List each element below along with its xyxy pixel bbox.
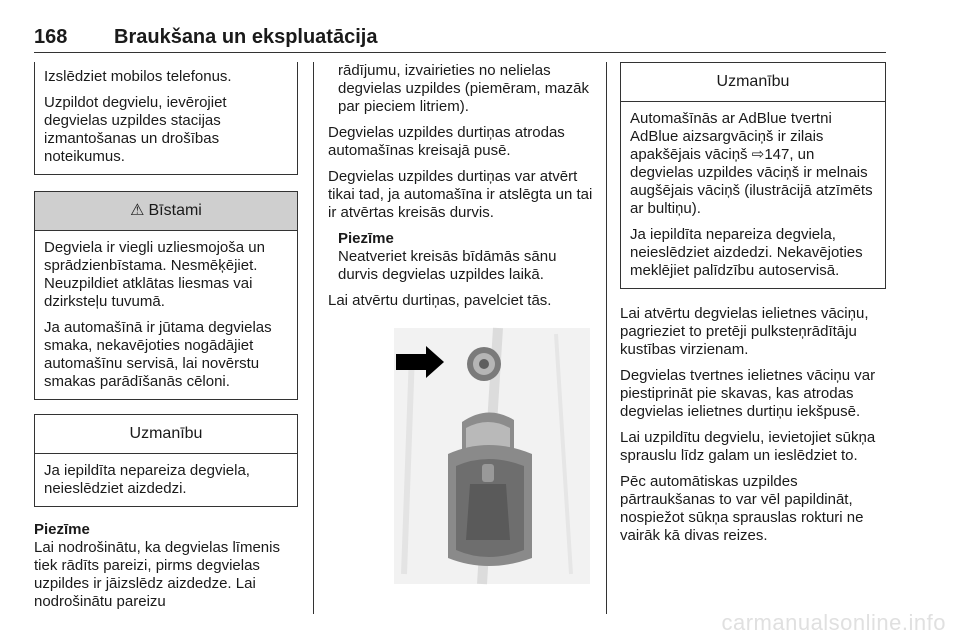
note-continued-text: rādījumu, izvairieties no nelielas degvielas uzpildes (piemēram, mazāk par pieciem litriem). <box>338 62 589 115</box>
paragraph-door-location: Degvielas uzpildes durtiņas atrodas automašīnas kreisajā pusē. <box>328 124 565 159</box>
danger-box-header <box>35 192 297 231</box>
caution-box-adblue <box>620 62 886 289</box>
note-label-2: Piezīme <box>338 230 394 247</box>
danger-title: Bīstami <box>148 202 202 219</box>
fuel-door-illustration <box>386 324 596 588</box>
danger-box <box>34 191 298 400</box>
continued-warning-box <box>34 62 298 175</box>
cont-line-1: Izslēdziet mobilos telefonus. <box>44 68 232 85</box>
caution-adblue-paragraph-1 <box>630 110 876 218</box>
paragraph-open-cap: Lai atvērtu degvielas ielietnes vāciņu, pagrieziet to pretēji pulksteņrādītāju kustības virzienam. <box>620 305 869 358</box>
note-text-2: Neatveriet kreisās bīdāmās sānu durvis degvielas uzpildes laikā. <box>338 248 557 283</box>
paragraph-topup: Pēc automātiskas uzpildes pārtraukšanas to var vēl papildināt, nospiežot sūkņa sprauslas rokturi ne vairāk kā divas reizes. <box>620 473 864 544</box>
caution-adblue-text: Automašīnās ar AdBlue tvertni AdBlue aizsargvāciņš ir zilais apakšējais vāciņš <box>630 110 832 163</box>
paragraph-insert-nozzle: Lai uzpildītu degvielu, ievietojiet sūkņa sprauslu līdz galam un ieslēdziet to. <box>620 429 876 464</box>
note-block <box>34 521 298 611</box>
column-2 <box>328 62 594 593</box>
page-header <box>34 24 886 54</box>
paragraph-cap-clip: Degvielas tvertnes ielietnes vāciņu var piestiprināt pie skavas, kas atrodas degvielas ielietnes durtiņu iekšpusē. <box>620 367 876 420</box>
chapter-title: Braukšana un ekspluatācija <box>114 26 378 48</box>
danger-paragraph-1: Degviela ir viegli uzliesmojoša un sprādzienbīstama. Nesmēķējiet. Neuzpildiet atklātas liesmas vai dzirksteļu tuvumā. <box>44 239 265 310</box>
paragraph-pull-door: Lai atvērtu durtiņas, pavelciet tās. <box>328 292 552 309</box>
warning-triangle-icon: ⚠ <box>130 202 145 219</box>
column-divider-2 <box>606 62 607 614</box>
note-label: Piezīme <box>34 521 90 538</box>
watermark: carmanualsonline.info <box>721 610 946 635</box>
caution-box <box>34 414 298 507</box>
caution-box-adblue-header: Uzmanību <box>621 63 885 102</box>
note-text: Lai nodrošinātu, ka degvielas līmenis tiek rādīts pareizi, pirms degvielas uzpildes ir jāizslēdz aizdedze. Lai nodrošinātu pareizu <box>34 539 280 610</box>
paragraph-door-open-condition: Degvielas uzpildes durtiņas var atvērt tikai tad, ja automašīna ir atslēgta un tai ir atvērtas kreisās durvis. <box>328 168 593 221</box>
caution-adblue-tail: , un degvielas uzpildes vāciņš ir melnais augšējais vāciņš (ilustrācijā atzīmēts ar bultiņu). <box>630 146 873 217</box>
caution-box-header: Uzmanību <box>35 415 297 454</box>
ref-page: 147 <box>764 146 790 163</box>
note-block-2 <box>328 230 594 284</box>
header-rule <box>34 52 886 53</box>
column-3 <box>620 62 886 553</box>
arrow-ref-icon: ⇨ <box>751 146 765 163</box>
column-divider-1 <box>313 62 314 614</box>
cont-line-2: Uzpildot degvielu, ievērojiet degvielas uzpildes stacijas izmantošanas un drošības noteikumus. <box>44 94 227 165</box>
caution-adblue-paragraph-2: Ja iepildīta nepareiza degviela, neieslēdziet aizdedzi. Nekavējoties meklējiet palīdzību autoservisā. <box>630 226 863 279</box>
page-number: 168 <box>34 26 68 48</box>
caution-text: Ja iepildīta nepareiza degviela, neieslēdziet aizdedzi. <box>44 462 250 497</box>
column-1 <box>34 62 298 611</box>
danger-paragraph-2: Ja automašīnā ir jūtama degvielas smaka, nekavējoties nogādājiet automašīnu servisā, lai novērstu smakas parādīšanās cēloni. <box>44 319 272 390</box>
